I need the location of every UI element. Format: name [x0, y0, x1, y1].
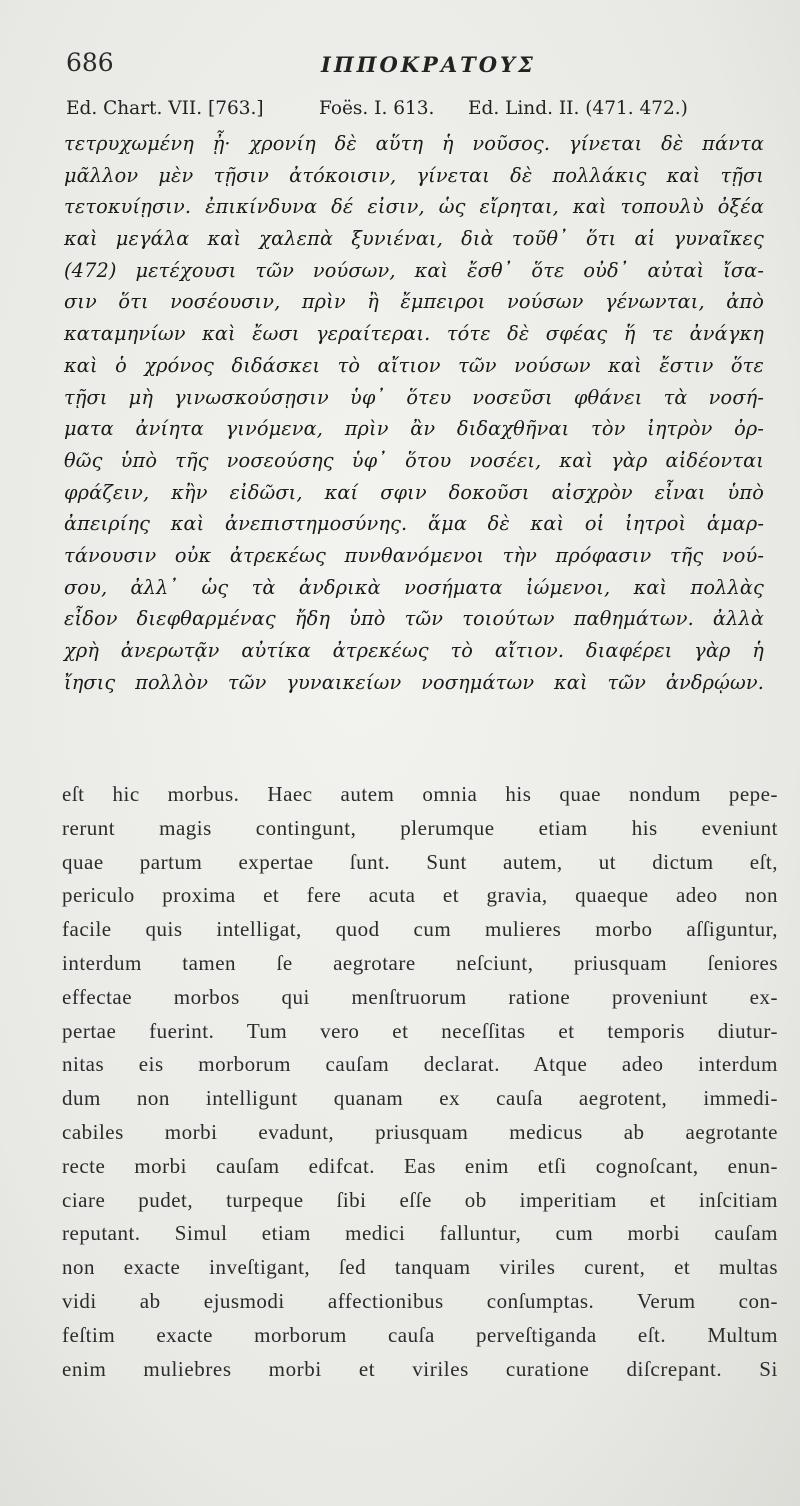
latin-line: effectae morbos qui menſtruorum ratione proveniunt ex-	[62, 984, 778, 1009]
greek-line: ματα ἀνίητα γινόμενα, πρὶν ἂν διδαχθῆναι τὸν ἰητρὸν ὀρ-	[64, 417, 764, 441]
latin-line: interdum tamen ſe aegrotare neſciunt, priusquam ſeniores	[62, 950, 778, 975]
latin-line: dum non intelligunt quanam ex cauſa aegrotent, immedi-	[62, 1086, 778, 1111]
latin-line: non exacte inveſtigant, ſed tanquam viriles curent, et multas	[62, 1255, 778, 1280]
greek-text-block	[64, 128, 764, 698]
latin-line: recte morbi cauſam edifcat. Eas enim etſi cognoſcant, enun-	[62, 1153, 778, 1178]
greek-line: καὶ ὁ χρόνος διδάσκει τὸ αἴτιον τῶν νούσων καὶ ἔστιν ὅτε	[64, 353, 764, 377]
latin-line: feſtim exacte morborum cauſa perveſtiganda eſt. Multum	[62, 1322, 778, 1347]
greek-line: τῇσι μὴ γινωσκούσῃσιν ὑφ᾽ ὅτευ νοσεῦσι φθάνει τὰ νοσή-	[64, 385, 764, 409]
running-head: ΙΠΠΟΚΡΑΤΟΥΣ	[321, 52, 536, 77]
greek-line: φράζειν, κἢν εἰδῶσι, καί σφιν δοκοῦσι αἰσχρὸν εἶναι ὑπὸ	[64, 480, 764, 504]
greek-line: ἀπειρίης καὶ ἀνεπιστημοσύνης. ἅμα δὲ καὶ οἱ ἰητροὶ ἁμαρ-	[64, 512, 764, 536]
latin-line: cabiles morbi evadunt, priusquam medicus ab aegrotante	[62, 1119, 778, 1144]
edition-chart-reference: Ed. Chart. VII. [763.]	[66, 98, 264, 119]
greek-line: καὶ μεγάλα καὶ χαλεπὰ ξυνιέναι, διὰ τοῦθ᾽ ὅτι αἱ γυναῖκες	[64, 227, 764, 251]
latin-line: vidi ab ejusmodi affectionibus conſumptas. Verum con-	[62, 1288, 778, 1313]
latin-line: rerunt magis contingunt, plerumque etiam his eveniunt	[62, 815, 778, 840]
edition-foes-reference: Foës. I. 613.	[319, 98, 435, 119]
latin-line: ciare pudet, turpeque ſibi eſſe ob imperitiam et inſcitiam	[62, 1187, 778, 1212]
latin-line: pertae fuerint. Tum vero et neceſſitas et temporis diutur-	[62, 1018, 778, 1043]
greek-line: τετοκυίῃσιν. ἐπικίνδυνα δέ εἰσιν, ὡς εἴρηται, καὶ τοπουλὺ ὀξέα	[64, 195, 764, 219]
edition-lind-reference: Ed. Lind. II. (471. 472.)	[468, 98, 688, 119]
latin-line: periculo proxima et fere acuta et gravia, quaeque adeo non	[62, 883, 778, 908]
greek-line: ἴησις πολλὸν τῶν γυναικείων νοσημάτων καὶ τῶν ἀνδρῴων.	[64, 670, 764, 694]
latin-line: nitas eis morborum cauſam declarat. Atque adeo interdum	[62, 1052, 778, 1077]
greek-line: καταμηνίων καὶ ἔωσι γεραίτεραι. τότε δὲ σφέας ἥ τε ἀνάγκη	[64, 322, 764, 346]
greek-line: τάνουσιν οὐκ ἀτρεκέως πυνθανόμενοι τὴν πρόφασιν τῆς νού-	[64, 543, 764, 567]
latin-line: eſt hic morbus. Haec autem omnia his quae nondum pepe-	[62, 782, 778, 806]
page-number: 686	[66, 48, 114, 77]
greek-line: μᾶλλον μὲν τῇσιν ἀτόκοισιν, γίνεται δὲ πολλάκις καὶ τῇσι	[64, 163, 764, 187]
latin-line: reputant. Simul etiam medici falluntur, cum morbi cauſam	[62, 1221, 778, 1246]
greek-line: σιν ὅτι νοσέουσιν, πρὶν ἢ ἔμπειροι νούσων γένωνται, ἀπὸ	[64, 290, 764, 314]
greek-line: σου, ἀλλ᾽ ὡς τὰ ἀνδρικὰ νοσήματα ἰώμενοι, καὶ πολλὰς	[64, 575, 764, 599]
latin-translation-block	[62, 778, 778, 1386]
greek-line: εἶδον διεφθαρμένας ἤδη ὑπὸ τῶν τοιούτων παθημάτων. ἀλλὰ	[64, 607, 764, 631]
page-header	[66, 44, 766, 84]
latin-line: enim muliebres morbi et viriles curatione diſcrepant. Si	[62, 1356, 778, 1381]
greek-line: (472) μετέχουσι τῶν νούσων, καὶ ἔσθ᾽ ὅτε οὐδ᾽ αὐταὶ ἴσα-	[64, 258, 764, 282]
greek-line: θῶς ὑπὸ τῆς νοσεούσης ὑφ᾽ ὅτου νοσέει, καὶ γὰρ αἰδέονται	[64, 448, 764, 472]
greek-line: χρὴ ἀνερωτᾷν αὐτίκα ἀτρεκέως τὸ αἴτιον. διαφέρει γὰρ ἡ	[64, 639, 764, 662]
latin-line: quae partum expertae ſunt. Sunt autem, ut dictum eſt,	[62, 849, 778, 874]
latin-line: facile quis intelligat, quod cum mulieres morbo aſſiguntur,	[62, 917, 778, 942]
greek-line: τετρυχωμένη ᾖ· χρονίη δὲ αὕτη ἡ νοῦσος. γίνεται δὲ πάντα	[64, 132, 764, 155]
